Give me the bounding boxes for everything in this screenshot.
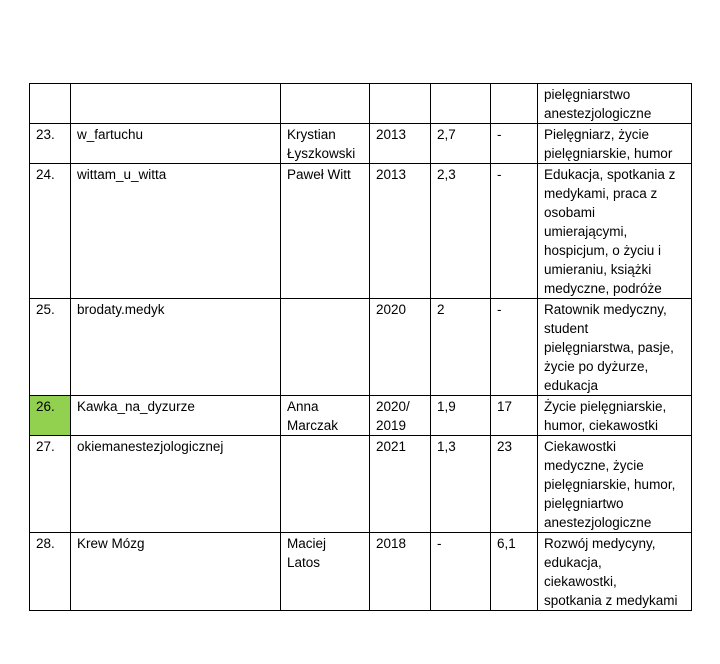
table-row bbox=[30, 84, 692, 124]
table-row bbox=[30, 164, 692, 299]
value-cell: 1,3 bbox=[431, 436, 491, 533]
value-cell: 2 bbox=[431, 299, 491, 396]
year-cell bbox=[370, 84, 431, 124]
table-row bbox=[30, 436, 692, 533]
value-cell-2: - bbox=[491, 299, 538, 396]
account-name-cell: w_fartuchu bbox=[71, 124, 281, 164]
row-number-cell-highlighted: 26. bbox=[30, 396, 71, 436]
value-cell-2 bbox=[491, 84, 538, 124]
value-cell: 2,3 bbox=[431, 164, 491, 299]
year-cell: 2021 bbox=[370, 436, 431, 533]
author-cell: Maciej Latos bbox=[281, 533, 370, 611]
account-name-cell: Kawka_na_dyzurze bbox=[71, 396, 281, 436]
topics-cell: Ciekawostki medyczne, życie pielęgniarskie, humor, pielęgniartwo anestezjologiczne bbox=[538, 436, 692, 533]
topics-cell: Pielęgniarz, życie pielęgniarskie, humor bbox=[538, 124, 692, 164]
topics-cell: Życie pielęgniarskie, humor, ciekawostki bbox=[538, 396, 692, 436]
value-cell-2: 17 bbox=[491, 396, 538, 436]
value-cell-2: 6,1 bbox=[491, 533, 538, 611]
value-cell: 2,7 bbox=[431, 124, 491, 164]
author-cell bbox=[281, 436, 370, 533]
topics-cell: Rozwój medycyny, edukacja, ciekawostki, spotkania z medykami bbox=[538, 533, 692, 611]
value-cell bbox=[431, 84, 491, 124]
author-cell: Paweł Witt bbox=[281, 164, 370, 299]
account-name-cell: wittam_u_witta bbox=[71, 164, 281, 299]
value-cell-2: 23 bbox=[491, 436, 538, 533]
year-cell: 2020 bbox=[370, 299, 431, 396]
row-number-cell bbox=[30, 84, 71, 124]
row-number-cell: 25. bbox=[30, 299, 71, 396]
author-cell: Krystian Łyszkowski bbox=[281, 124, 370, 164]
table-row bbox=[30, 124, 692, 164]
row-number-cell: 24. bbox=[30, 164, 71, 299]
year-cell: 2020/ 2019 bbox=[370, 396, 431, 436]
value-cell: - bbox=[431, 533, 491, 611]
account-name-cell bbox=[71, 84, 281, 124]
table-body bbox=[30, 84, 692, 611]
year-cell: 2013 bbox=[370, 164, 431, 299]
account-name-cell: Krew Mózg bbox=[71, 533, 281, 611]
topics-cell: Edukacja, spotkania z medykami, praca z osobami umierającymi, hospicjum, o życiu i umieraniu, książki medyczne, podróże bbox=[538, 164, 692, 299]
value-cell-2: - bbox=[491, 124, 538, 164]
row-number-cell: 23. bbox=[30, 124, 71, 164]
account-name-cell: brodaty.medyk bbox=[71, 299, 281, 396]
table-row bbox=[30, 396, 692, 436]
table-row bbox=[30, 299, 692, 396]
value-cell: 1,9 bbox=[431, 396, 491, 436]
accounts-table bbox=[29, 83, 692, 611]
topics-cell: Ratownik medyczny, student pielęgniarstwa, pasje, życie po dyżurze, edukacja bbox=[538, 299, 692, 396]
table-row bbox=[30, 533, 692, 611]
topics-cell: pielęgniarstwo anestezjologiczne bbox=[538, 84, 692, 124]
year-cell: 2013 bbox=[370, 124, 431, 164]
author-cell bbox=[281, 299, 370, 396]
account-name-cell: okiemanestezjologicznej bbox=[71, 436, 281, 533]
year-cell: 2018 bbox=[370, 533, 431, 611]
row-number-cell: 27. bbox=[30, 436, 71, 533]
row-number-cell: 28. bbox=[30, 533, 71, 611]
author-cell: Anna Marczak bbox=[281, 396, 370, 436]
value-cell-2: - bbox=[491, 164, 538, 299]
author-cell bbox=[281, 84, 370, 124]
